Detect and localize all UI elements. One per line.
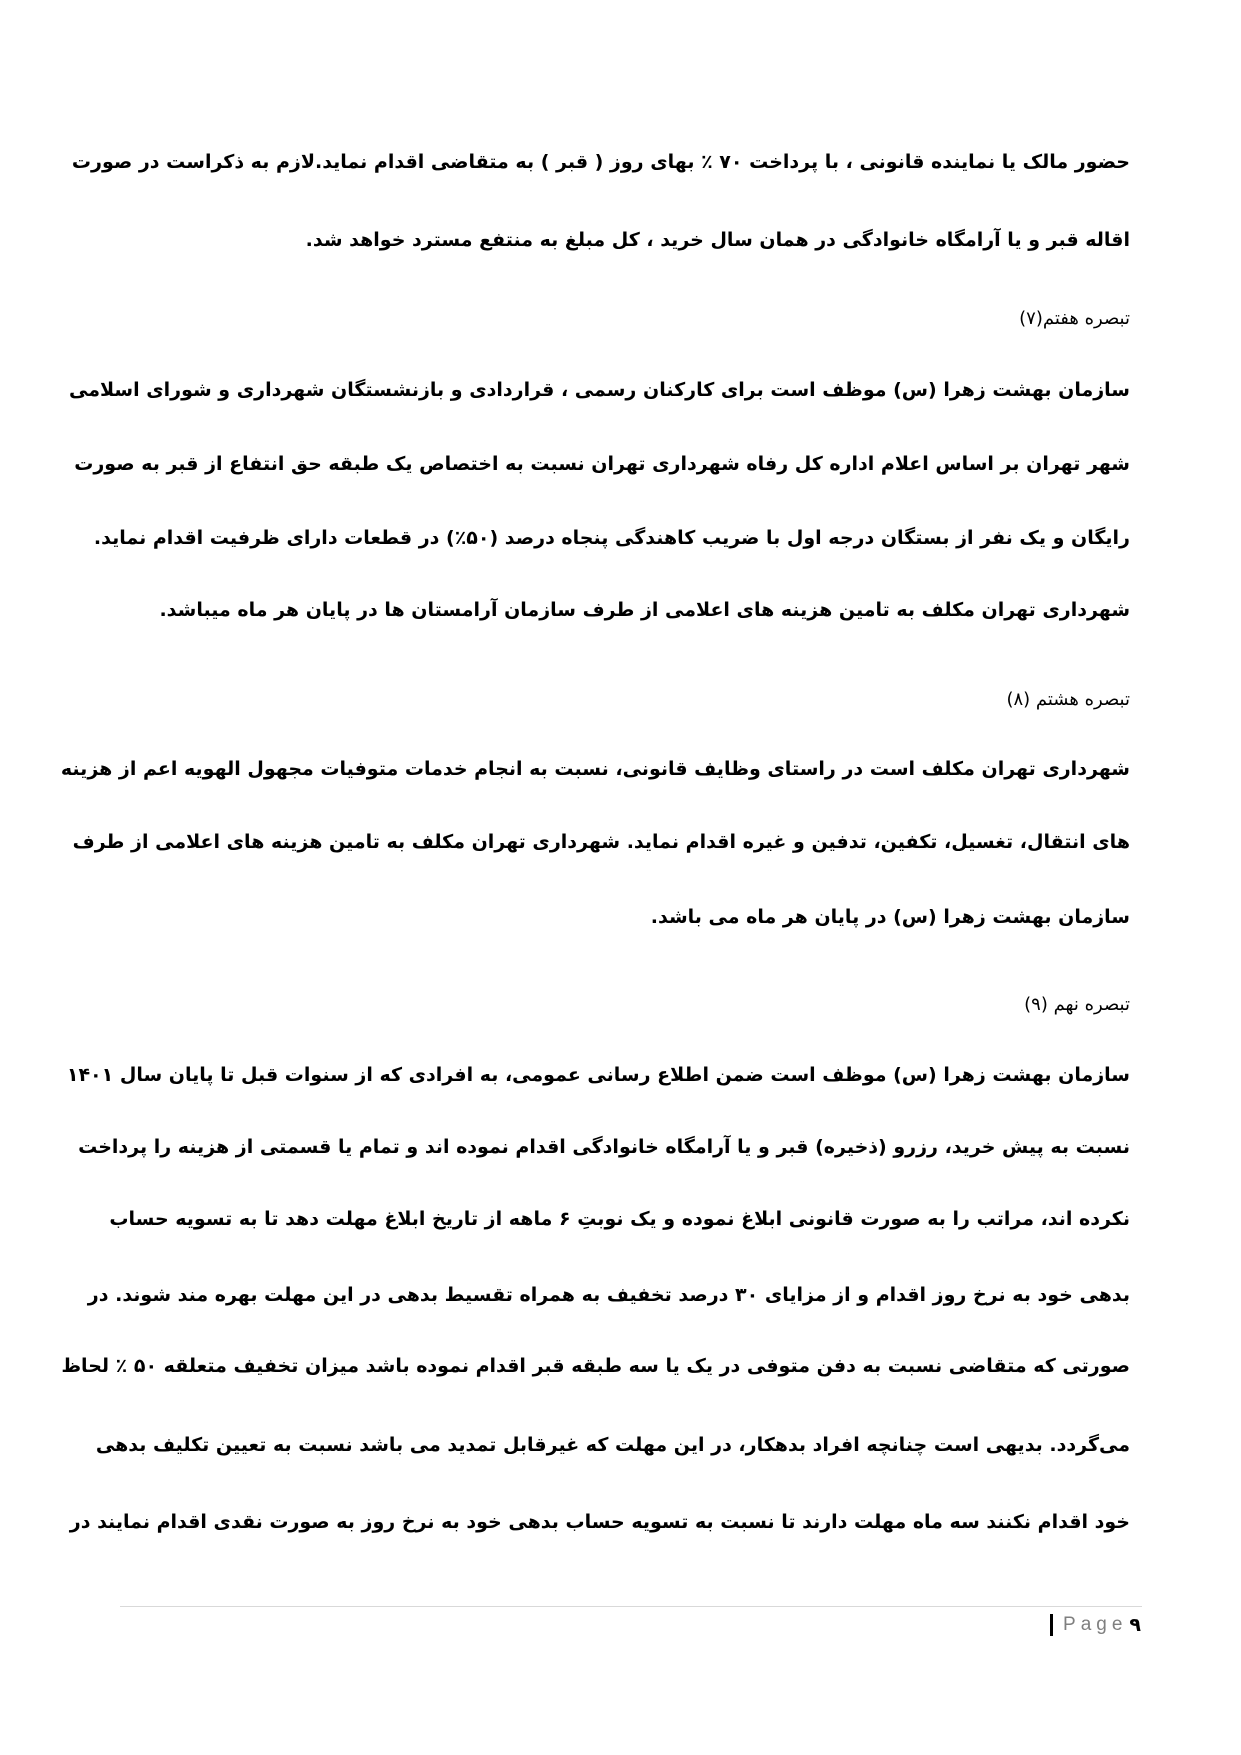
paragraph-line: سازمان بهشت زهرا (س) موظف است برای کارکنان رسمی ، قراردادی و بازنشستگان شهرداری و شورای اسلامی xyxy=(69,379,1130,401)
paragraph-line: نسبت به پیش خرید، رزرو (ذخیره) قبر و یا آرامگاه خانوادگی اقدام نموده اند و تمام یا قسمتی از هزینه را پرداخت xyxy=(78,1136,1130,1158)
section-heading-note-9: تبصره نهم (۹) xyxy=(1024,994,1130,1015)
footer-bar xyxy=(1050,1614,1053,1636)
paragraph-line: حضور مالک یا نماینده قانونی ، با پرداخت ۷۰ ٪ بهای روز ( قبر ) به متقاضی اقدام نماید.لازم به ذکراست در صورت xyxy=(71,151,1130,173)
paragraph-line: شهرداری تهران مکلف است در راستای وظایف قانونی، نسبت به انجام خدمات متوفیات مجهول الهویه اعم از هزینه xyxy=(60,758,1130,780)
page-number: ۹ xyxy=(1129,1614,1141,1636)
page-footer xyxy=(1050,1614,1141,1636)
section-heading-note-8: تبصره هشتم (۸) xyxy=(1006,689,1130,710)
paragraph-line: خود اقدام نکنند سه ماه مهلت دارند تا نسبت به تسویه حساب بدهی خود به نرخ روز به صورت نقدی اقدام نمایند در xyxy=(69,1511,1130,1533)
section-heading-note-7: تبصره هفتم(۷) xyxy=(1019,308,1130,329)
paragraph-line: رایگان و یک نفر از بستگان درجه اول با ضریب کاهندگی پنجاه درصد (۵۰٪) در قطعات دارای ظرفیت اقدام نماید. xyxy=(93,527,1130,549)
paragraph-line: اقاله قبر و یا آرامگاه خانوادگی در همان سال خرید ، کل مبلغ به منتفع مسترد خواهد شد. xyxy=(305,229,1130,251)
paragraph-line: صورتی که متقاضی نسبت به دفن متوفی در یک یا سه طبقه قبر اقدام نموده باشد میزان تخفیف متعلقه ۵۰ ٪ لحاظ xyxy=(61,1355,1130,1377)
paragraph-line: سازمان بهشت زهرا (س) موظف است ضمن اطلاع رسانی عمومی، به افرادی که از سنوات قبل تا پایان سال ۱۴۰۱ xyxy=(66,1064,1130,1086)
paragraph-line: شهرداری تهران مکلف به تامین هزینه های اعلامی از طرف سازمان آرامستان ها در پایان هر ماه میباشد. xyxy=(159,599,1130,621)
paragraph-line: سازمان بهشت زهرا (س) در پایان هر ماه می باشد. xyxy=(650,906,1130,928)
paragraph-line: شهر تهران بر اساس اعلام اداره کل رفاه شهرداری تهران نسبت به اختصاص یک طبقه حق انتفاع از قبر به صورت xyxy=(74,453,1130,475)
paragraph-line: بدهی خود به نرخ روز اقدام و از مزایای ۳۰ درصد تخفیف به همراه تقسیط بدهی در این مهلت بهره مند شوند. در xyxy=(87,1284,1130,1306)
paragraph-line: می‌گردد. بدیهی است چنانچه افراد بدهکار، در این مهلت که غیرقابل تمدید می باشد نسبت به تعیین تکلیف بدهی xyxy=(95,1434,1130,1456)
paragraph-line: های انتقال، تغسیل، تکفین، تدفین و غیره اقدام نماید. شهرداری تهران مکلف به تامین هزینه های اعلامی از طرف xyxy=(72,831,1130,853)
footer-divider xyxy=(120,1606,1142,1607)
page-label: Page xyxy=(1063,1614,1128,1635)
paragraph-line: نکرده اند، مراتب را به صورت قانونی ابلاغ نموده و یک نوبتِ ۶ ماهه از تاریخ ابلاغ مهلت دهد تا به تسویه حساب xyxy=(109,1208,1130,1230)
